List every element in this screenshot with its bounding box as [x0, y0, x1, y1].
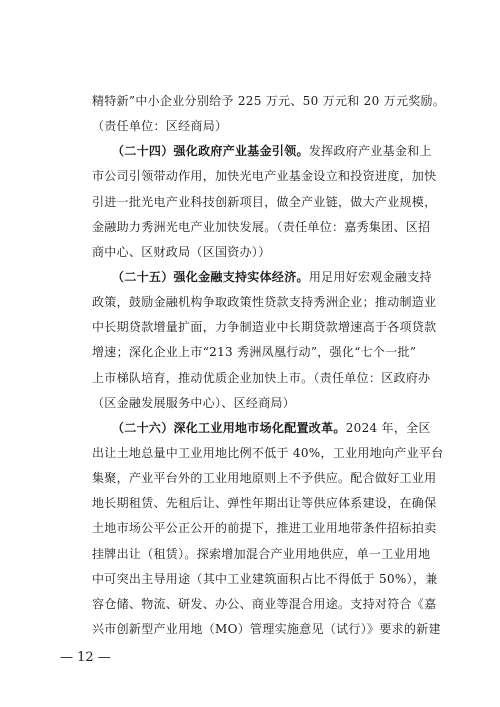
section-24-heading: （二十四）强化政府产业基金引领。: [112, 144, 309, 159]
section-25-line-5: 上市梯队培育，推动优质企业加快上市。（责任单位：区政府办: [92, 370, 431, 385]
section-26-line-8: 容仓储、物流、研发、办公、商业等混合用途。支持对符合《嘉: [92, 596, 437, 611]
section-26-line-4: 地长期租赁、先租后让、弹性年期出让等供应体系建设，在确保: [92, 496, 437, 511]
section-25-heading: （二十五）强化金融支持实体经济。: [112, 270, 309, 284]
section-26-line-3: 集聚，产业平台外的工业用地原则上不予供应。配合做好工业用: [92, 471, 437, 486]
para-top-line-2: （责任单位：区经商局）: [92, 119, 228, 134]
section-26-line-5: 土地市场公平公正公开的前提下，推进工业用地带条件招标拍卖: [92, 521, 437, 536]
section-26-line-2: 出让土地总量中工业用地比例不低于 40%，工业用地向产业平台: [92, 446, 444, 460]
section-24-line-1: [112, 142, 432, 159]
para-top-line-1: 精特新”中小企业分别给予 225 万元、50 万元和 20 万元奖励。: [92, 94, 446, 108]
section-24-line-4: 金融助力秀洲光电产业加快发展。（责任单位：嘉秀集团、区招: [92, 219, 431, 234]
section-24-line-5: 商中心、区财政局（区国资办））: [92, 244, 271, 259]
section-26-line-9: 兴市创新型产业用地（MO）管理实施意见（试行）》要求的新建: [92, 622, 441, 636]
section-26-heading: （二十六）深化工业用地市场化配置改革。: [112, 420, 346, 435]
section-26-line-7: 中可突出主导用途（其中工业建筑面积占比不得低于 50%），兼: [92, 571, 438, 586]
page-number: — 12 —: [60, 650, 111, 665]
section-24-line-1-text: 发挥政府产业基金和上: [308, 144, 432, 159]
section-26-line-6: 挂牌出让（租赁）。探索增加混合产业用地供应，单一工业用地: [92, 546, 431, 561]
section-25-line-1: [112, 268, 432, 285]
section-25-line-3: 中长期贷款增量扩面，力争制造业中长期贷款增速高于各项贷款: [92, 320, 437, 335]
section-25-line-2: 政策，鼓励金融机构争取政策性贷款支持秀洲企业；推动制造业: [92, 295, 437, 310]
section-25-line-4: 增速；深化企业上市“213 秀洲凤凰行动”，强化“七个一批”: [92, 345, 417, 360]
section-26-line-1: [112, 419, 431, 436]
section-25-line-6: （区金融发展服务中心）、区经商局）: [92, 395, 296, 410]
section-25-line-1-text: 用足用好宏观金融支持: [308, 270, 432, 284]
section-26-line-1-text: 2024 年，全区: [345, 420, 431, 435]
section-24-line-2: 市公司引领带动作用，加快光电产业基金设立和投资进度，加快: [92, 169, 437, 184]
section-24-line-3: 引进一批光电产业科技创新项目，做全产业链，做大产业规模，: [92, 194, 437, 209]
